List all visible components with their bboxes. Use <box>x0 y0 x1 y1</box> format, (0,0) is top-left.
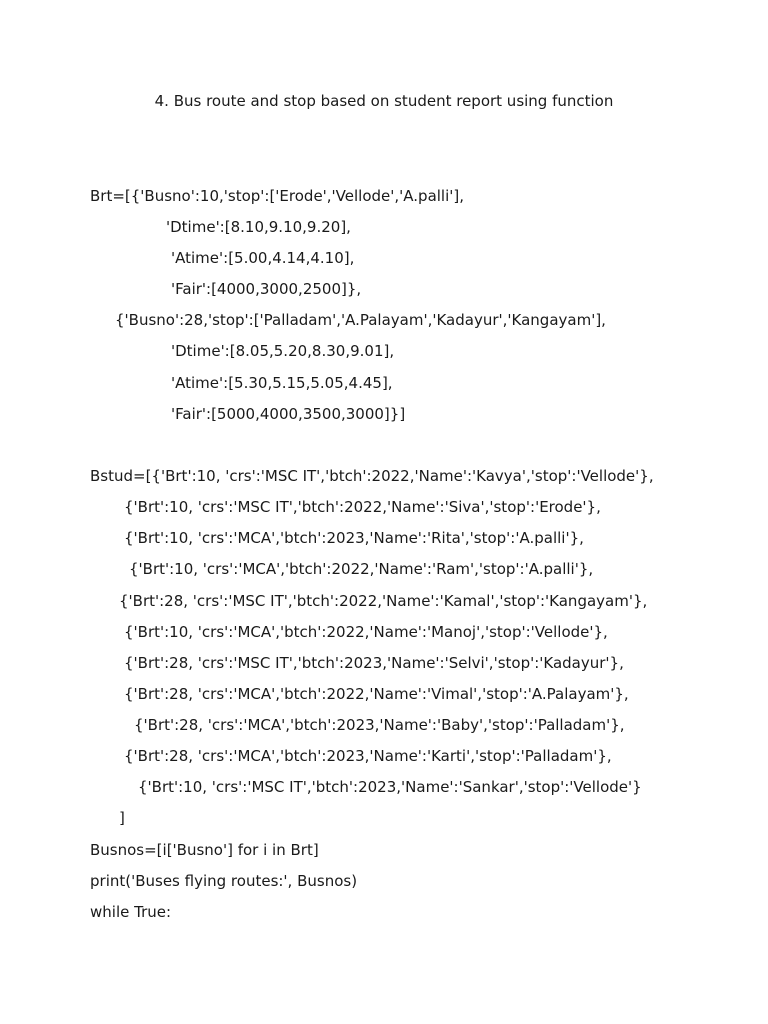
code-line: while True: <box>90 903 172 921</box>
code-line: {'Brt':28, 'crs':'MCA','btch':2023,'Name':'Baby','stop':'Palladam'}, <box>134 716 625 734</box>
code-line: 'Fair':[5000,4000,3500,3000]}] <box>171 405 406 423</box>
code-line: {'Brt':10, 'crs':'MCA','btch':2023,'Name':'Rita','stop':'A.palli'}, <box>124 529 584 547</box>
code-line: {'Brt':28, 'crs':'MCA','btch':2022,'Name':'Vimal','stop':'A.Palayam'}, <box>124 685 629 703</box>
code-line: print('Buses flying routes:', Busnos) <box>90 872 358 890</box>
code-line: 'Atime':[5.30,5.15,5.05,4.45], <box>171 374 393 392</box>
code-line: {'Brt':10, 'crs':'MCA','btch':2022,'Name':'Ram','stop':'A.palli'}, <box>129 560 594 578</box>
code-line: {'Brt':28, 'crs':'MCA','btch':2023,'Name':'Karti','stop':'Palladam'}, <box>124 747 612 765</box>
code-line: {'Brt':28, 'crs':'MSC IT','btch':2023,'Name':'Selvi','stop':'Kadayur'}, <box>124 654 624 672</box>
document-title: 4. Bus route and stop based on student report using function <box>154 92 614 110</box>
code-line: {'Busno':28,'stop':['Palladam','A.Palayam','Kadayur','Kangayam'], <box>115 311 606 329</box>
code-line: 'Dtime':[8.10,9.10,9.20], <box>166 218 351 236</box>
code-line: {'Brt':10, 'crs':'MSC IT','btch':2022,'Name':'Siva','stop':'Erode'}, <box>124 498 601 516</box>
code-line: 'Atime':[5.00,4.14,4.10], <box>171 249 355 267</box>
code-line: {'Brt':10, 'crs':'MSC IT','btch':2023,'Name':'Sankar','stop':'Vellode'} <box>138 778 642 796</box>
code-line: Brt=[{'Busno':10,'stop':['Erode','Vellode','A.palli'], <box>90 187 465 205</box>
code-line: {'Brt':10, 'crs':'MCA','btch':2022,'Name':'Manoj','stop':'Vellode'}, <box>124 623 608 641</box>
code-line: Busnos=[i['Busno'] for i in Brt] <box>90 841 319 859</box>
code-line: 'Fair':[4000,3000,2500]}, <box>171 280 362 298</box>
code-line: ] <box>119 809 125 827</box>
code-line: Bstud=[{'Brt':10, 'crs':'MSC IT','btch':2022,'Name':'Kavya','stop':'Vellode'}, <box>90 467 654 485</box>
code-line: {'Brt':28, 'crs':'MSC IT','btch':2022,'Name':'Kamal','stop':'Kangayam'}, <box>119 592 648 610</box>
code-line: 'Dtime':[8.05,5.20,8.30,9.01], <box>171 342 395 360</box>
